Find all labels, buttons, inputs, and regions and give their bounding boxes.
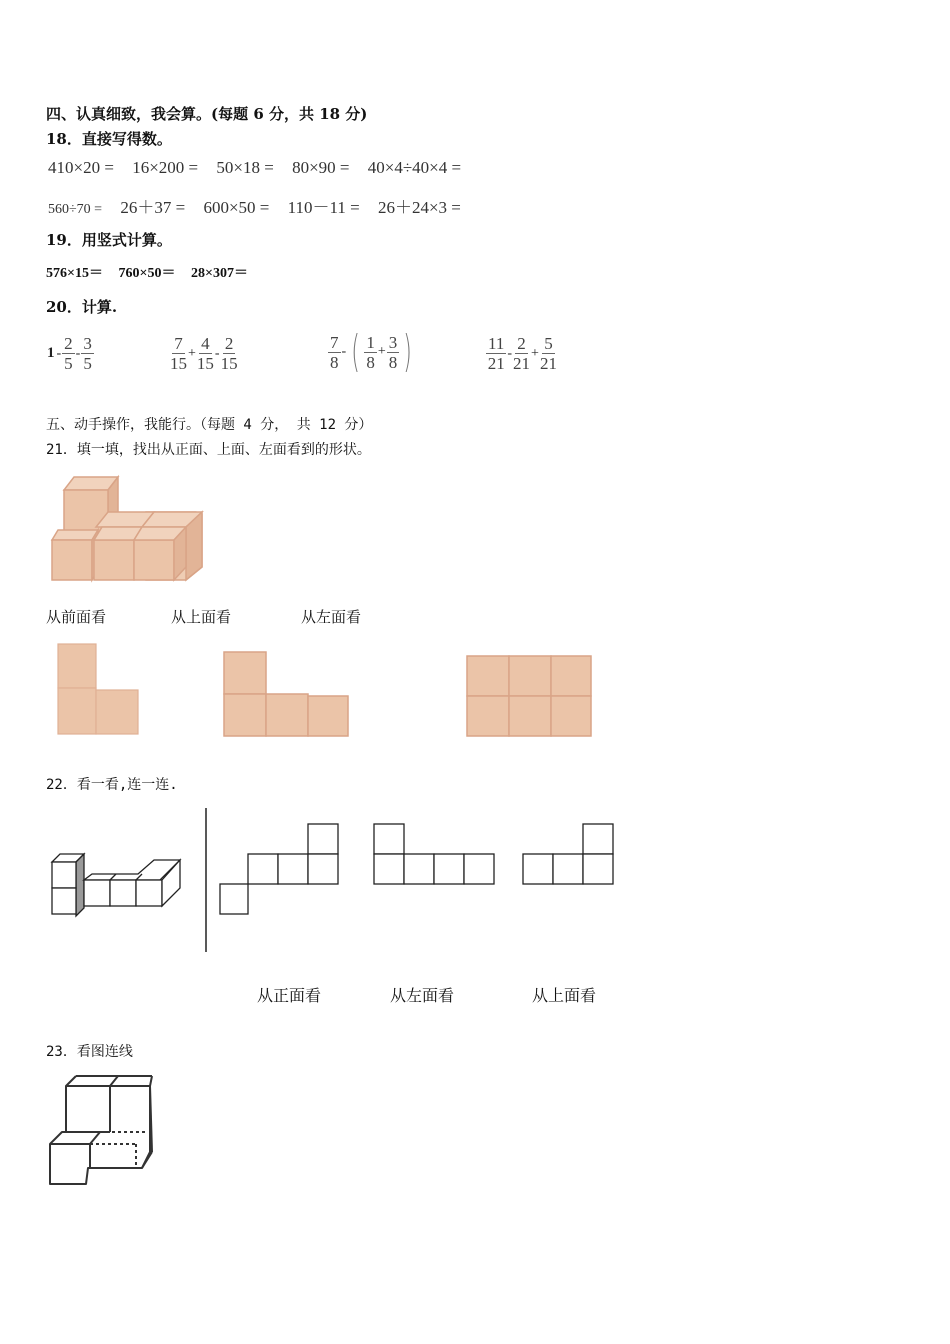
q18-expr: 40×4÷40×4 = (367, 158, 462, 177)
q18-row-1 (48, 158, 475, 178)
denominator: 21 (513, 354, 531, 373)
q21-view-left (465, 654, 595, 738)
q22-divider (204, 808, 208, 954)
q21-view-front (56, 642, 142, 736)
q22-label-top: 从上面看 (532, 986, 597, 1005)
q18-expr: 560÷70 = (48, 202, 103, 217)
q18-expr: 50×18 = (216, 158, 274, 177)
q18-expr: 600×50 = (203, 198, 270, 217)
denominator: 15 (196, 354, 214, 373)
q20-expr-2 (170, 334, 238, 373)
numerator: 3 (83, 334, 92, 353)
q22-view-b (372, 822, 498, 888)
q18-expr: 26＋24×3 = (377, 198, 461, 217)
q18-expr: 410×20 = (48, 158, 114, 177)
operator: - (56, 345, 62, 361)
q19-expr: 576×15＝ (46, 266, 103, 281)
q22-view-c (521, 822, 617, 888)
left-paren: ( (351, 326, 361, 377)
operator: + (377, 344, 386, 359)
fraction (364, 333, 377, 372)
operator: + (188, 345, 196, 361)
fraction (170, 334, 187, 373)
denominator: 8 (366, 352, 375, 372)
q21-cube-stack-figure (46, 472, 206, 584)
section-4-header: 四、认真细致，我会算。(每题 6 分，共 18 分) (46, 105, 368, 123)
q19-expr: 28×307＝ (190, 266, 248, 281)
numerator: 2 (64, 334, 73, 353)
fraction (328, 333, 341, 372)
denominator: 8 (330, 352, 339, 372)
denominator: 15 (170, 354, 187, 373)
numerator: 2 (517, 334, 526, 353)
section-5-header: 五、动手操作，我能行。（每题 4 分， 共 12 分） (46, 417, 373, 433)
q19-title: 19．用竖式计算。 (46, 231, 172, 249)
q19-items (46, 262, 248, 282)
q20-expr-4 (486, 334, 557, 373)
fraction (486, 334, 506, 373)
lead-number: 1 (47, 345, 55, 361)
fraction (221, 334, 238, 373)
q20-expr-3 (328, 326, 416, 377)
fraction (513, 334, 530, 373)
q22-cube-figure (48, 850, 188, 918)
operator: - (507, 345, 513, 361)
numerator: 11 (488, 334, 505, 353)
numerator: 5 (544, 334, 553, 353)
fraction (197, 334, 214, 373)
denominator: 5 (83, 354, 92, 373)
operator: - (214, 345, 220, 361)
denominator: 8 (388, 352, 398, 372)
numerator: 1 (366, 332, 375, 352)
q22-label-left: 从左面看 (390, 986, 455, 1005)
q19-expr: 760×50＝ (118, 266, 176, 281)
q18-expr: 80×90 = (292, 158, 350, 177)
q20-title: 20．计算. (46, 298, 118, 316)
denominator: 21 (539, 354, 557, 373)
q21-view-top (222, 650, 352, 738)
q23-title: 23．看图连线 (46, 1044, 133, 1060)
q22-view-a (218, 822, 342, 916)
denominator: 5 (64, 354, 73, 373)
q18-expr: 26＋37 = (120, 198, 186, 217)
operator: - (75, 345, 81, 361)
q22-title: 22．看一看,连一连. (46, 777, 178, 793)
q21-label-left: 从左面看 (301, 608, 362, 626)
fraction (81, 334, 94, 373)
fraction (62, 334, 75, 373)
q21-title: 21．填一填，找出从正面、上面、左面看到的形状。 (46, 442, 371, 458)
numerator: 7 (330, 332, 339, 352)
q22-label-front: 从正面看 (257, 986, 322, 1005)
numerator: 2 (224, 334, 234, 353)
q18-title: 18．直接写得数。 (46, 130, 172, 148)
numerator: 3 (388, 332, 398, 352)
numerator: 4 (201, 334, 210, 353)
fraction (540, 334, 557, 373)
q21-label-top: 从上面看 (171, 608, 232, 626)
q18-row-2 (48, 193, 475, 218)
q20-expr-1 (46, 334, 94, 373)
q23-cube-figure (46, 1072, 158, 1192)
q18-expr: 16×200 = (132, 158, 199, 177)
numerator: 7 (174, 334, 183, 353)
operator: + (531, 345, 539, 361)
denominator: 15 (220, 354, 238, 373)
denominator: 21 (487, 354, 505, 373)
right-paren: ) (403, 326, 413, 377)
fraction (387, 333, 400, 372)
q18-expr: 110－11 = (287, 198, 360, 217)
operator: - (341, 344, 347, 359)
q21-label-front: 从前面看 (46, 608, 107, 626)
